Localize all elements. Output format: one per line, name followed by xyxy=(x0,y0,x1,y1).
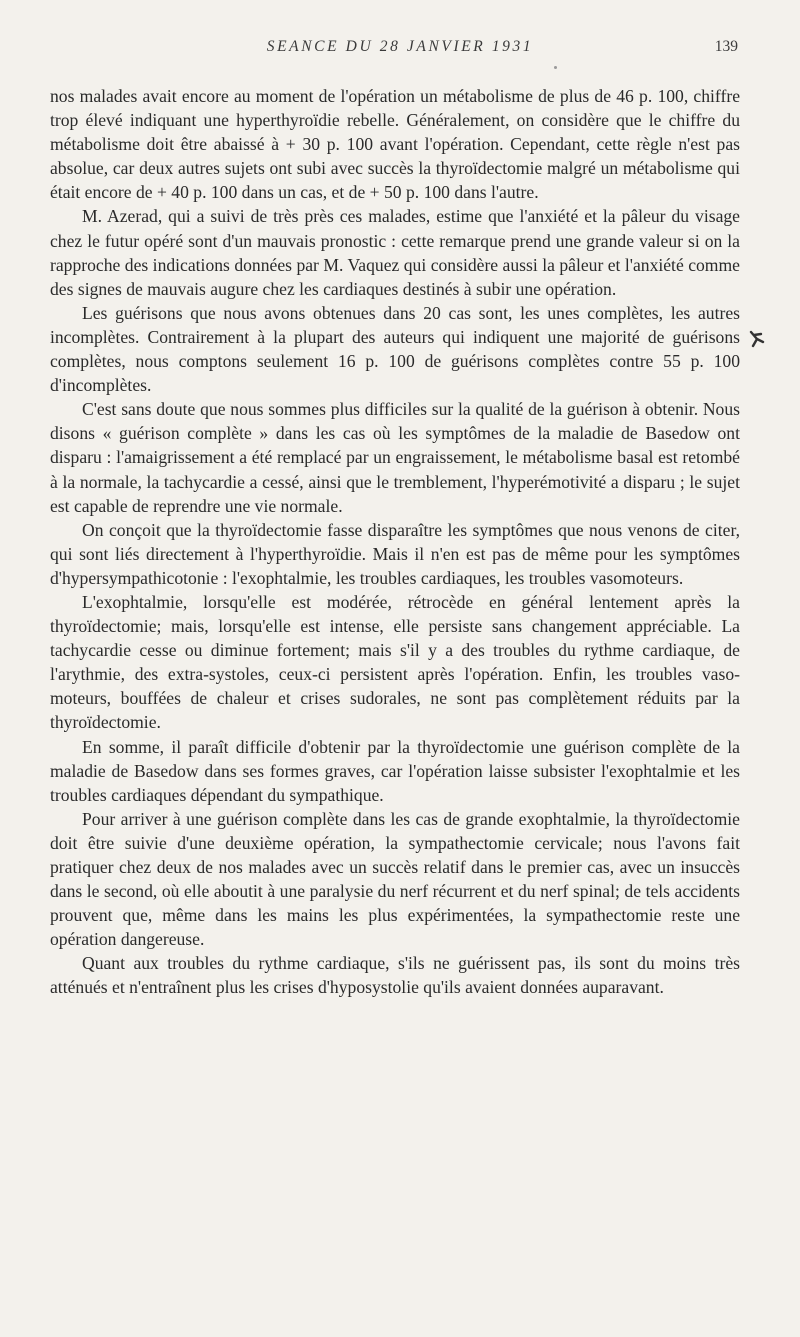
paragraph: C'est sans doute que nous sommes plus difficiles sur la qualité de la guérison à obtenir. Nous disons « guérison complète » dans les cas où les symptômes de la maladie de Basedow ont disparu : l'amaigrissement a été remplacé par un engraissement, le métabolisme basal est retombé à la normale, la tachycardie a cessé, ainsi que le tremblement, l'hyperémotivité a disparu ; le sujet est capable de reprendre une vie normale. xyxy=(50,399,740,516)
page-number: 139 xyxy=(714,38,738,55)
paragraph: Quant aux troubles du rythme cardiaque, s'ils ne guérissent pas, ils sont du moins très atténués et n'entraînent plus les crises d'hyposystolie qu'ils avaient données auparavant. xyxy=(50,953,740,998)
paragraph: En somme, il paraît difficile d'obtenir par la thyroïdectomie une guérison complète de la maladie de Basedow dans ses formes graves, car l'opération laisse subsister l'exophtalmie et les troubles cardiaques dépendant du sympathique. xyxy=(50,736,740,805)
paragraph: On conçoit que la thyroïdectomie fasse disparaître les symptômes que nous venons de citer, qui sont liés directement à l'hyperthyroïdie. Mais il n'en est pas de même pour les symptômes d'hypersympathicotonie : l'exophtalmie, les troubles cardiaques, les troubles vasomoteurs. xyxy=(50,519,740,588)
margin-mark-icon xyxy=(748,330,766,348)
paragraph: nos malades avait encore au moment de l'opération un métabolisme de plus de 46 p. 100, chiffre trop élevé indiquant une hyperthyroïdie rebelle. Généralement, on considère que le chiffre du métabolisme doit être abaissé à + 30 p. 100 avant l'opération. Cependant, cette règle n'est pas absolue, car deux autres sujets ont subi avec succès la thyroïdectomie malgré un métabolisme qui était encore de + 40 p. 100 dans un cas, et de + 50 p. 100 dans l'autre. xyxy=(50,86,740,203)
paragraph: Les guérisons que nous avons obtenues dans 20 cas sont, les unes complètes, les autres incomplètes. Contrairement à la plupart des auteurs qui indiquent une majorité de guérisons complètes, nous comptons seulement 16 p. 100 de guérisons complètes contre 55 p. 100 d'incomplètes. xyxy=(50,302,740,396)
body-text xyxy=(50,84,740,1000)
paragraph: Pour arriver à une guérison complète dans les cas de grande exophtalmie, la thyroïdectomie doit être suivie d'une deuxième opération, la sympathectomie cervicale; nous l'avons fait pratiquer chez deux de nos malades avec un succès relatif dans le premier cas, avec un insuccès dans le second, où elle aboutit à une paralysie du nerf récurrent et du nerf spinal; de tels accidents prouvent que, même dans les mains les plus expérimentées, la sympathectomie reste une opération dangereuse. xyxy=(50,808,740,950)
paragraph: L'exophtalmie, lorsqu'elle est modérée, rétrocède en général lentement après la thyroïdectomie; mais, lorsqu'elle est intense, elle persiste sans changement appréciable. La tachycardie cesse ou diminue fortement; mais s'il y a des troubles du rythme cardiaque, de l'arythmie, des extra-systoles, ceux-ci persistent après l'opération. Enfin, les troubles vaso-moteurs, bouffées de chaleur et crises sudorales, ne sont pas complètement réduits par la thyroïdectomie. xyxy=(50,591,740,733)
running-title: SEANCE DU 28 JANVIER 1931 xyxy=(266,38,534,55)
print-speck xyxy=(554,66,557,69)
paragraph: M. Azerad, qui a suivi de très près ces malades, estime que l'anxiété et la pâleur du visage chez le futur opéré sont d'un mauvais pronostic : cette remarque prend une grande valeur si on la rapproche des indications données par M. Vaquez qui considère aussi la pâleur et l'anxiété comme des signes de mauvais augure chez les cardiaques destinés à subir une opération. xyxy=(50,206,740,299)
running-head xyxy=(0,38,800,60)
